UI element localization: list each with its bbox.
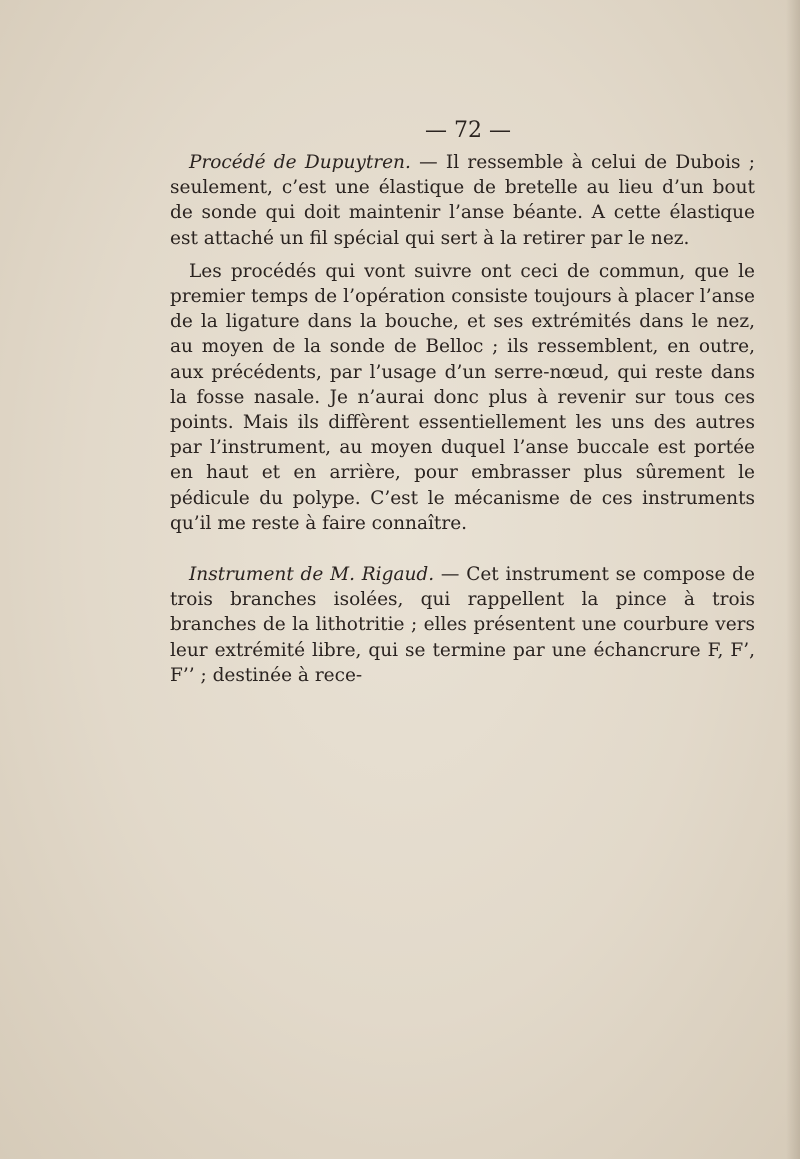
body-text: [170, 150, 755, 688]
paragraph-text: Les procédés qui vont suivre ont ceci de commun, que le premier temps de l’opération consiste toujours à placer l’anse de la ligature dans la bouche, et ses extrémités dans le nez, au moyen de la sonde de Belloc ; ils ressemblent, en outre, aux précédents, par l’usage d’un serre-nœud, qui reste dans la fosse nasale. Je n’aurai donc plus à revenir sur tous ces points. Mais ils diffèrent essentiellement les uns des autres par l’instrument, au moyen duquel l’anse buccale est portée en haut et en arrière, pour embrasser plus sûrement le pédicule du polype. C’est le mécanisme de ces instruments qu’il me reste à faire connaître.: [170, 260, 755, 534]
paragraph-lead: Instrument de M. Rigaud.: [189, 564, 435, 586]
paragraph-rigaud: [170, 562, 755, 688]
paragraph-lead: Procédé de Dupuytren.: [189, 152, 411, 173]
page-edge-shadow: [786, 0, 800, 1159]
page-number: — 72 —: [425, 118, 511, 143]
paragraph-text: — Il ressemble à celui de Dubois ; seulement, c’est une élastique de bretelle au lieu d’un bout de sonde qui doit maintenir l’anse béante. A cette élastique est attaché un fil spécial qui sert à la retirer par le nez.: [170, 152, 756, 249]
paragraph-text: — Cet instrument se compose de trois branches isolées, qui rappellent la pince à trois branches de la lithotritie ; elles présentent une courbure vers leur extrémité libre, qui se termine par une échancrure F, F’, F’’ ; destinée à rece-: [170, 564, 755, 686]
paragraph-dupuytren: [170, 150, 755, 251]
paragraph-common-procedures: [170, 259, 755, 536]
